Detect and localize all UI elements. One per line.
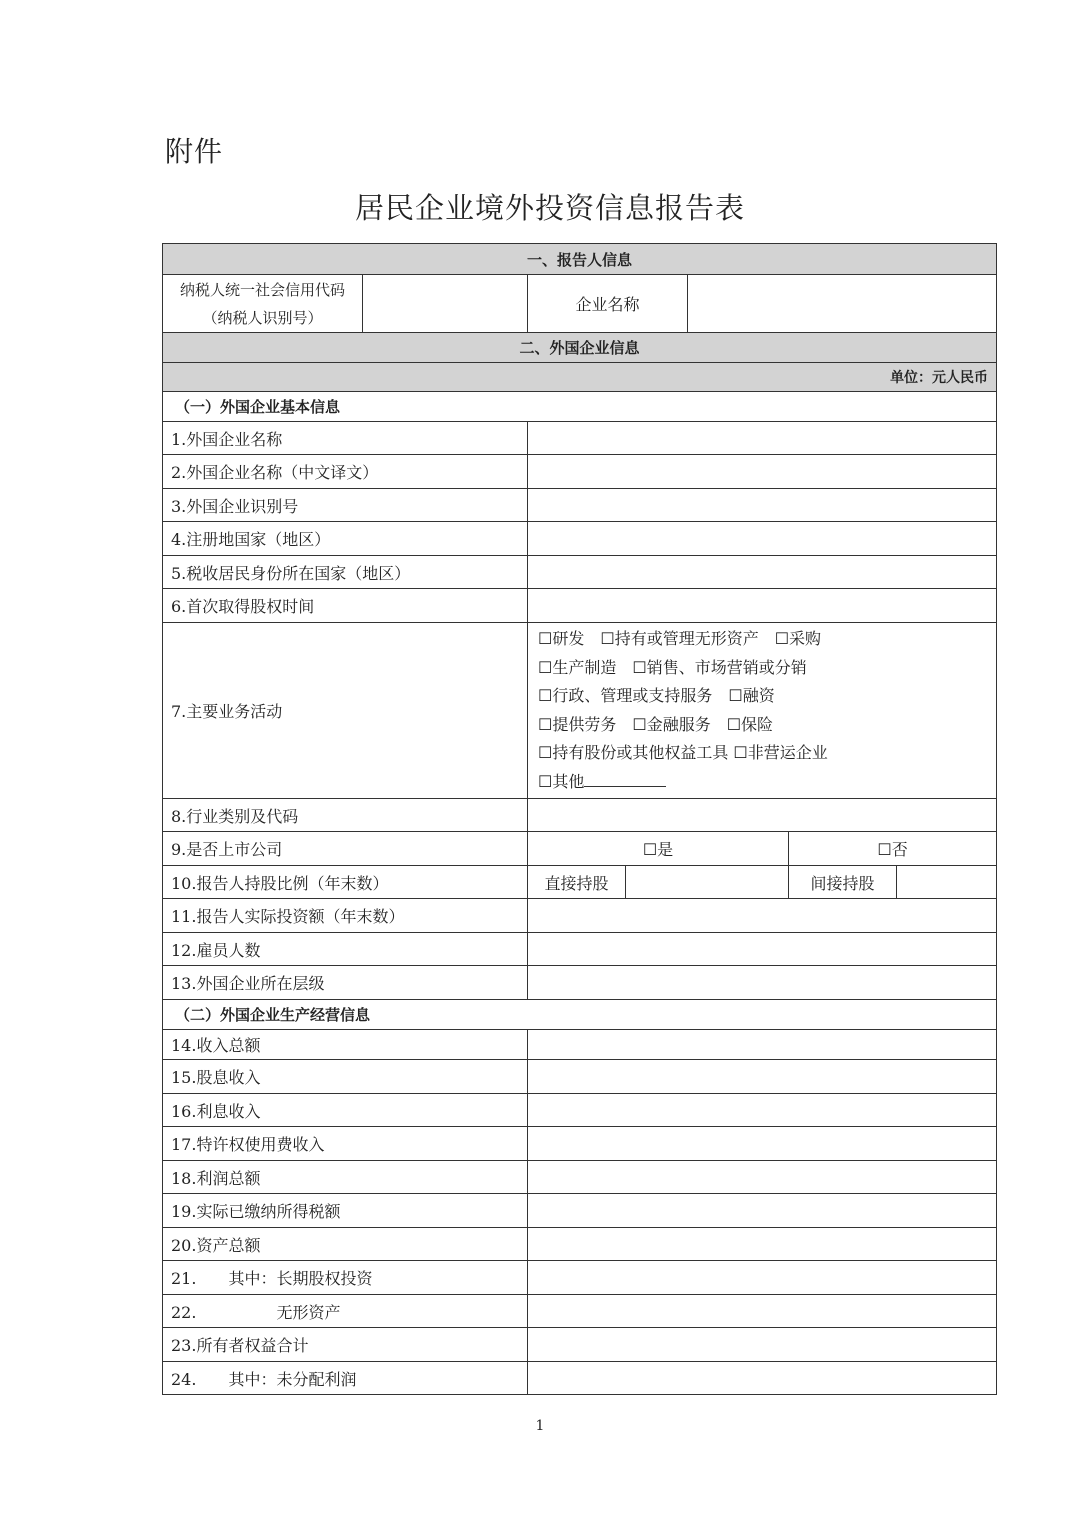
input-cell[interactable]	[528, 422, 997, 455]
table-row: 16.利息收入	[163, 1094, 997, 1127]
input-cell[interactable]	[528, 455, 997, 489]
section-header-foreign: 二、外国企业信息	[163, 333, 997, 363]
input-cell[interactable]	[528, 1094, 997, 1127]
table-row: 1.外国企业名称	[163, 422, 997, 455]
input-cell[interactable]	[528, 1228, 997, 1261]
input-cell[interactable]	[528, 1362, 997, 1395]
business-activities-row: 7.主要业务活动 ☐研发 ☐持有或管理无形资产 ☐采购 ☐生产制造 ☐销售、市场营销或分销 ☐行政、管理或支持服务 ☐融资 ☐提供劳务 ☐金融服务 ☐保险 ☐持有股份或其他权益工具 ☐非营运企业 ☐其他	[163, 623, 997, 799]
input-cell[interactable]	[528, 489, 997, 522]
input-cell[interactable]	[528, 1194, 997, 1228]
tax-code-label: 纳税人统一社会信用代码 （纳税人识别号）	[163, 275, 363, 333]
table-row: 11.报告人实际投资额（年末数）	[163, 899, 997, 933]
form-title: 居民企业境外投资信息报告表	[354, 191, 745, 225]
input-cell[interactable]	[528, 1030, 997, 1060]
reporter-info-row	[163, 275, 997, 333]
table-row: 18.利润总额	[163, 1161, 997, 1194]
direct-holding-label: 直接持股	[528, 866, 626, 899]
company-name-field[interactable]	[688, 275, 997, 333]
table-row: 6.首次取得股权时间	[163, 589, 997, 623]
table-row: 20.资产总额	[163, 1228, 997, 1261]
table-row: 17.特许权使用费收入	[163, 1127, 997, 1161]
tax-code-field[interactable]	[363, 275, 528, 333]
activities-checkbox-group[interactable]	[528, 623, 997, 799]
listed-no-checkbox[interactable]: ☐否	[789, 832, 997, 866]
input-cell[interactable]	[528, 966, 997, 1000]
table-row: 24. 其中：未分配利润	[163, 1362, 997, 1395]
table-row: 5.税收居民身份所在国家（地区）	[163, 556, 997, 589]
listed-yes-checkbox[interactable]: ☐是	[528, 832, 789, 866]
table-row: 2.外国企业名称（中文译文）	[163, 455, 997, 489]
input-cell[interactable]	[528, 1295, 997, 1328]
activity-option-line[interactable]: ☐研发 ☐持有或管理无形资产 ☐采购	[538, 629, 822, 648]
unit-row	[163, 363, 997, 392]
unit-label: 单位：元人民币	[163, 363, 997, 392]
input-cell[interactable]	[528, 1261, 997, 1295]
subsection-operations: （二）外国企业生产经营信息	[163, 1000, 997, 1030]
table-row: 21. 其中：长期股权投资	[163, 1261, 997, 1295]
activity-option-line[interactable]: ☐持有股份或其他权益工具 ☐非营运企业	[538, 743, 828, 762]
input-cell[interactable]	[528, 1127, 997, 1161]
table-row: 19.实际已缴纳所得税额	[163, 1194, 997, 1228]
table-row: 23.所有者权益合计	[163, 1328, 997, 1362]
input-cell[interactable]	[528, 1060, 997, 1094]
activity-other-line[interactable]	[538, 768, 986, 797]
input-cell[interactable]	[528, 899, 997, 933]
attachment-label: 附件	[165, 135, 224, 168]
activity-other-blank[interactable]	[584, 770, 666, 787]
activity-other-checkbox[interactable]: ☐其他	[538, 771, 585, 791]
table-row: 22. 无形资产	[163, 1295, 997, 1328]
table-row: 8.行业类别及代码	[163, 799, 997, 832]
input-cell[interactable]	[528, 1328, 997, 1362]
input-cell[interactable]	[528, 589, 997, 623]
listed-company-row: 9.是否上市公司 ☐是 ☐否	[163, 832, 997, 866]
table-row: 4.注册地国家（地区）	[163, 522, 997, 556]
input-cell[interactable]	[528, 799, 997, 832]
company-name-label: 企业名称	[528, 275, 688, 333]
section-header-reporter: 一、报告人信息	[163, 244, 997, 275]
input-cell[interactable]	[528, 1161, 997, 1194]
activity-option-line[interactable]: ☐提供劳务 ☐金融服务 ☐保险	[538, 714, 774, 734]
table-row: 3.外国企业识别号	[163, 489, 997, 522]
direct-holding-field[interactable]	[626, 866, 789, 899]
table-row: 14.收入总额	[163, 1030, 997, 1060]
subsection-basic: （一）外国企业基本信息	[163, 392, 997, 422]
shareholding-row: 10.报告人持股比例（年末数） 直接持股 间接持股	[163, 866, 997, 899]
indirect-holding-label: 间接持股	[789, 866, 897, 899]
activity-option-line[interactable]: ☐生产制造 ☐销售、市场营销或分销	[538, 657, 807, 677]
report-form-table	[162, 243, 997, 1395]
input-cell[interactable]	[528, 556, 997, 589]
input-cell[interactable]	[528, 522, 997, 556]
table-row: 15.股息收入	[163, 1060, 997, 1094]
indirect-holding-field[interactable]	[897, 866, 997, 899]
input-cell[interactable]	[528, 933, 997, 966]
table-row: 12.雇员人数	[163, 933, 997, 966]
table-row: 13.外国企业所在层级	[163, 966, 997, 1000]
page-number: 1	[535, 1418, 545, 1434]
activity-option-line[interactable]: ☐行政、管理或支持服务 ☐融资	[538, 686, 775, 705]
